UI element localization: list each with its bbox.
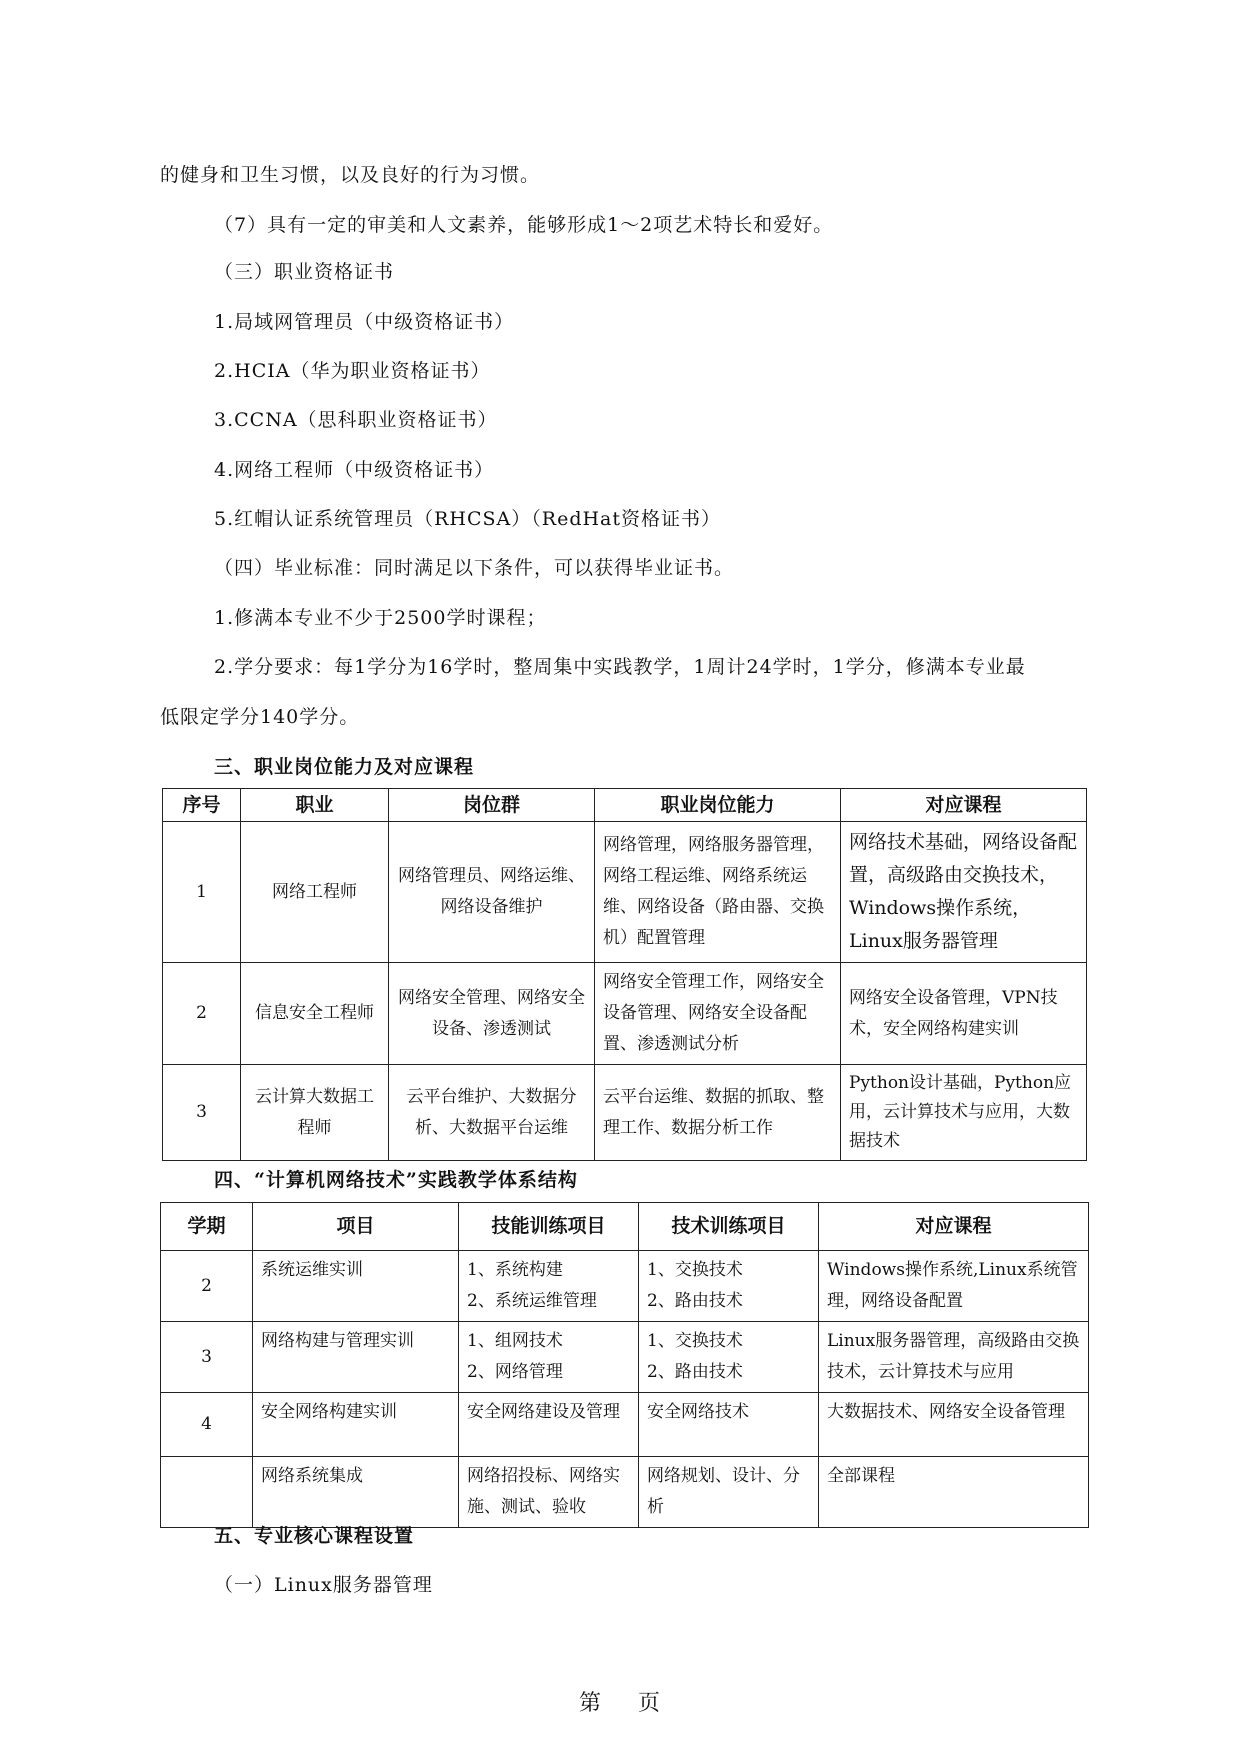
table-cell: 网络安全管理工作，网络安全设备管理、网络安全设备配置、渗透测试分析 — [595, 963, 841, 1065]
table-row — [163, 822, 1087, 963]
table-cell: 网络管理员、网络运维、网络设备维护 — [389, 822, 595, 963]
table-header-row — [161, 1203, 1089, 1251]
table-cell: 4 — [161, 1393, 253, 1457]
table-cell: 3 — [161, 1322, 253, 1393]
table-cell: 1、交换技术 2、路由技术 — [639, 1322, 819, 1393]
section-heading: 四、“计算机网络技术”实践教学体系结构 — [214, 1169, 578, 1191]
table-cell: 安全网络构建实训 — [253, 1393, 459, 1457]
list-item: 2.HCIA（华为职业资格证书） — [214, 360, 491, 382]
table-cell: 安全网络技术 — [639, 1393, 819, 1457]
table-cell: 云计算大数据工程师 — [241, 1065, 389, 1161]
table-row — [161, 1322, 1089, 1393]
list-item: 5.红帽认证系统管理员（RHCSA）（RedHat资格证书） — [214, 508, 722, 530]
subheading: （三）职业资格证书 — [214, 261, 395, 283]
table-cell: 云平台维护、大数据分析、大数据平台运维 — [389, 1065, 595, 1161]
table-cell: 云平台运维、数据的抓取、整理工作、数据分析工作 — [595, 1065, 841, 1161]
table-cell: 安全网络建设及管理 — [459, 1393, 639, 1457]
table-cell: Linux服务器管理，高级路由交换技术，云计算技术与应用 — [819, 1322, 1089, 1393]
table-cell: 1、交换技术 2、路由技术 — [639, 1251, 819, 1322]
table-cell: Windows操作系统,Linux系统管理，网络设备配置 — [819, 1251, 1089, 1322]
list-item: 4.网络工程师（中级资格证书） — [214, 459, 495, 481]
footer-left: 第 — [578, 1691, 602, 1716]
subheading: （一）Linux服务器管理 — [214, 1574, 433, 1596]
column-header: 技术训练项目 — [639, 1203, 819, 1251]
footer-right: 页 — [638, 1691, 662, 1716]
practice-structure-table — [160, 1202, 1089, 1528]
list-item: 3.CCNA（思科职业资格证书） — [214, 409, 498, 431]
column-header: 职业岗位能力 — [595, 789, 841, 822]
table-cell: 信息安全工程师 — [241, 963, 389, 1065]
table-cell: 网络系统集成 — [253, 1457, 459, 1528]
column-header: 项目 — [253, 1203, 459, 1251]
table-cell: 1 — [163, 822, 241, 963]
paragraph-line: （7）具有一定的审美和人文素养，能够形成1～2项艺术特长和爱好。 — [214, 214, 834, 236]
table-cell: 网络管理，网络服务器管理，网络工程运维、网络系统运维、网络设备（路由器、交换机）配置管理 — [595, 822, 841, 963]
paragraph-line: 的健身和卫生习惯，以及良好的行为习惯。 — [160, 164, 541, 186]
column-header: 职业 — [241, 789, 389, 822]
page-footer — [0, 1686, 1240, 1717]
table-header-row — [163, 789, 1087, 822]
table-cell: 2 — [161, 1251, 253, 1322]
table-row — [161, 1457, 1089, 1528]
section-heading: 三、职业岗位能力及对应课程 — [214, 756, 475, 778]
table-row — [161, 1251, 1089, 1322]
column-header: 岗位群 — [389, 789, 595, 822]
column-header: 对应课程 — [819, 1203, 1089, 1251]
table-cell: 网络安全管理、网络安全设备、渗透测试 — [389, 963, 595, 1065]
table-cell: 全部课程 — [819, 1457, 1089, 1528]
table-cell: 大数据技术、网络安全设备管理 — [819, 1393, 1089, 1457]
table-cell: 3 — [163, 1065, 241, 1161]
subheading: （四）毕业标准：同时满足以下条件，可以获得毕业证书。 — [214, 557, 735, 579]
list-item: 1.局域网管理员（中级资格证书） — [214, 311, 515, 333]
table-cell: Python设计基础，Python应用，云计算技术与应用，大数据技术 — [841, 1065, 1087, 1161]
table-row — [163, 1065, 1087, 1161]
career-ability-table — [162, 788, 1087, 1161]
column-header: 对应课程 — [841, 789, 1087, 822]
list-item: 2.学分要求：每1学分为16学时，整周集中实践教学，1周计24学时，1学分，修满本专业最 — [214, 656, 1026, 678]
table-cell: 系统运维实训 — [253, 1251, 459, 1322]
paragraph-line: 低限定学分140学分。 — [160, 706, 360, 728]
table-cell: 网络招投标、网络实施、测试、验收 — [459, 1457, 639, 1528]
table-row — [163, 963, 1087, 1065]
table-cell — [161, 1457, 253, 1528]
table-cell: 1、组网技术 2、网络管理 — [459, 1322, 639, 1393]
table-row — [161, 1393, 1089, 1457]
section-heading: 五、专业核心课程设置 — [214, 1525, 415, 1547]
column-header: 学期 — [161, 1203, 253, 1251]
table-cell: 网络构建与管理实训 — [253, 1322, 459, 1393]
table-cell: 网络安全设备管理，VPN技术，安全网络构建实训 — [841, 963, 1087, 1065]
column-header: 技能训练项目 — [459, 1203, 639, 1251]
table-cell: 2 — [163, 963, 241, 1065]
column-header: 序号 — [163, 789, 241, 822]
table-cell: 1、系统构建 2、系统运维管理 — [459, 1251, 639, 1322]
table-cell: 网络工程师 — [241, 822, 389, 963]
table-cell: 网络技术基础，网络设备配置，高级路由交换技术，Windows操作系统，Linux服务器管理 — [841, 822, 1087, 963]
list-item: 1.修满本专业不少于2500学时课程； — [214, 607, 547, 629]
table-cell: 网络规划、设计、分析 — [639, 1457, 819, 1528]
